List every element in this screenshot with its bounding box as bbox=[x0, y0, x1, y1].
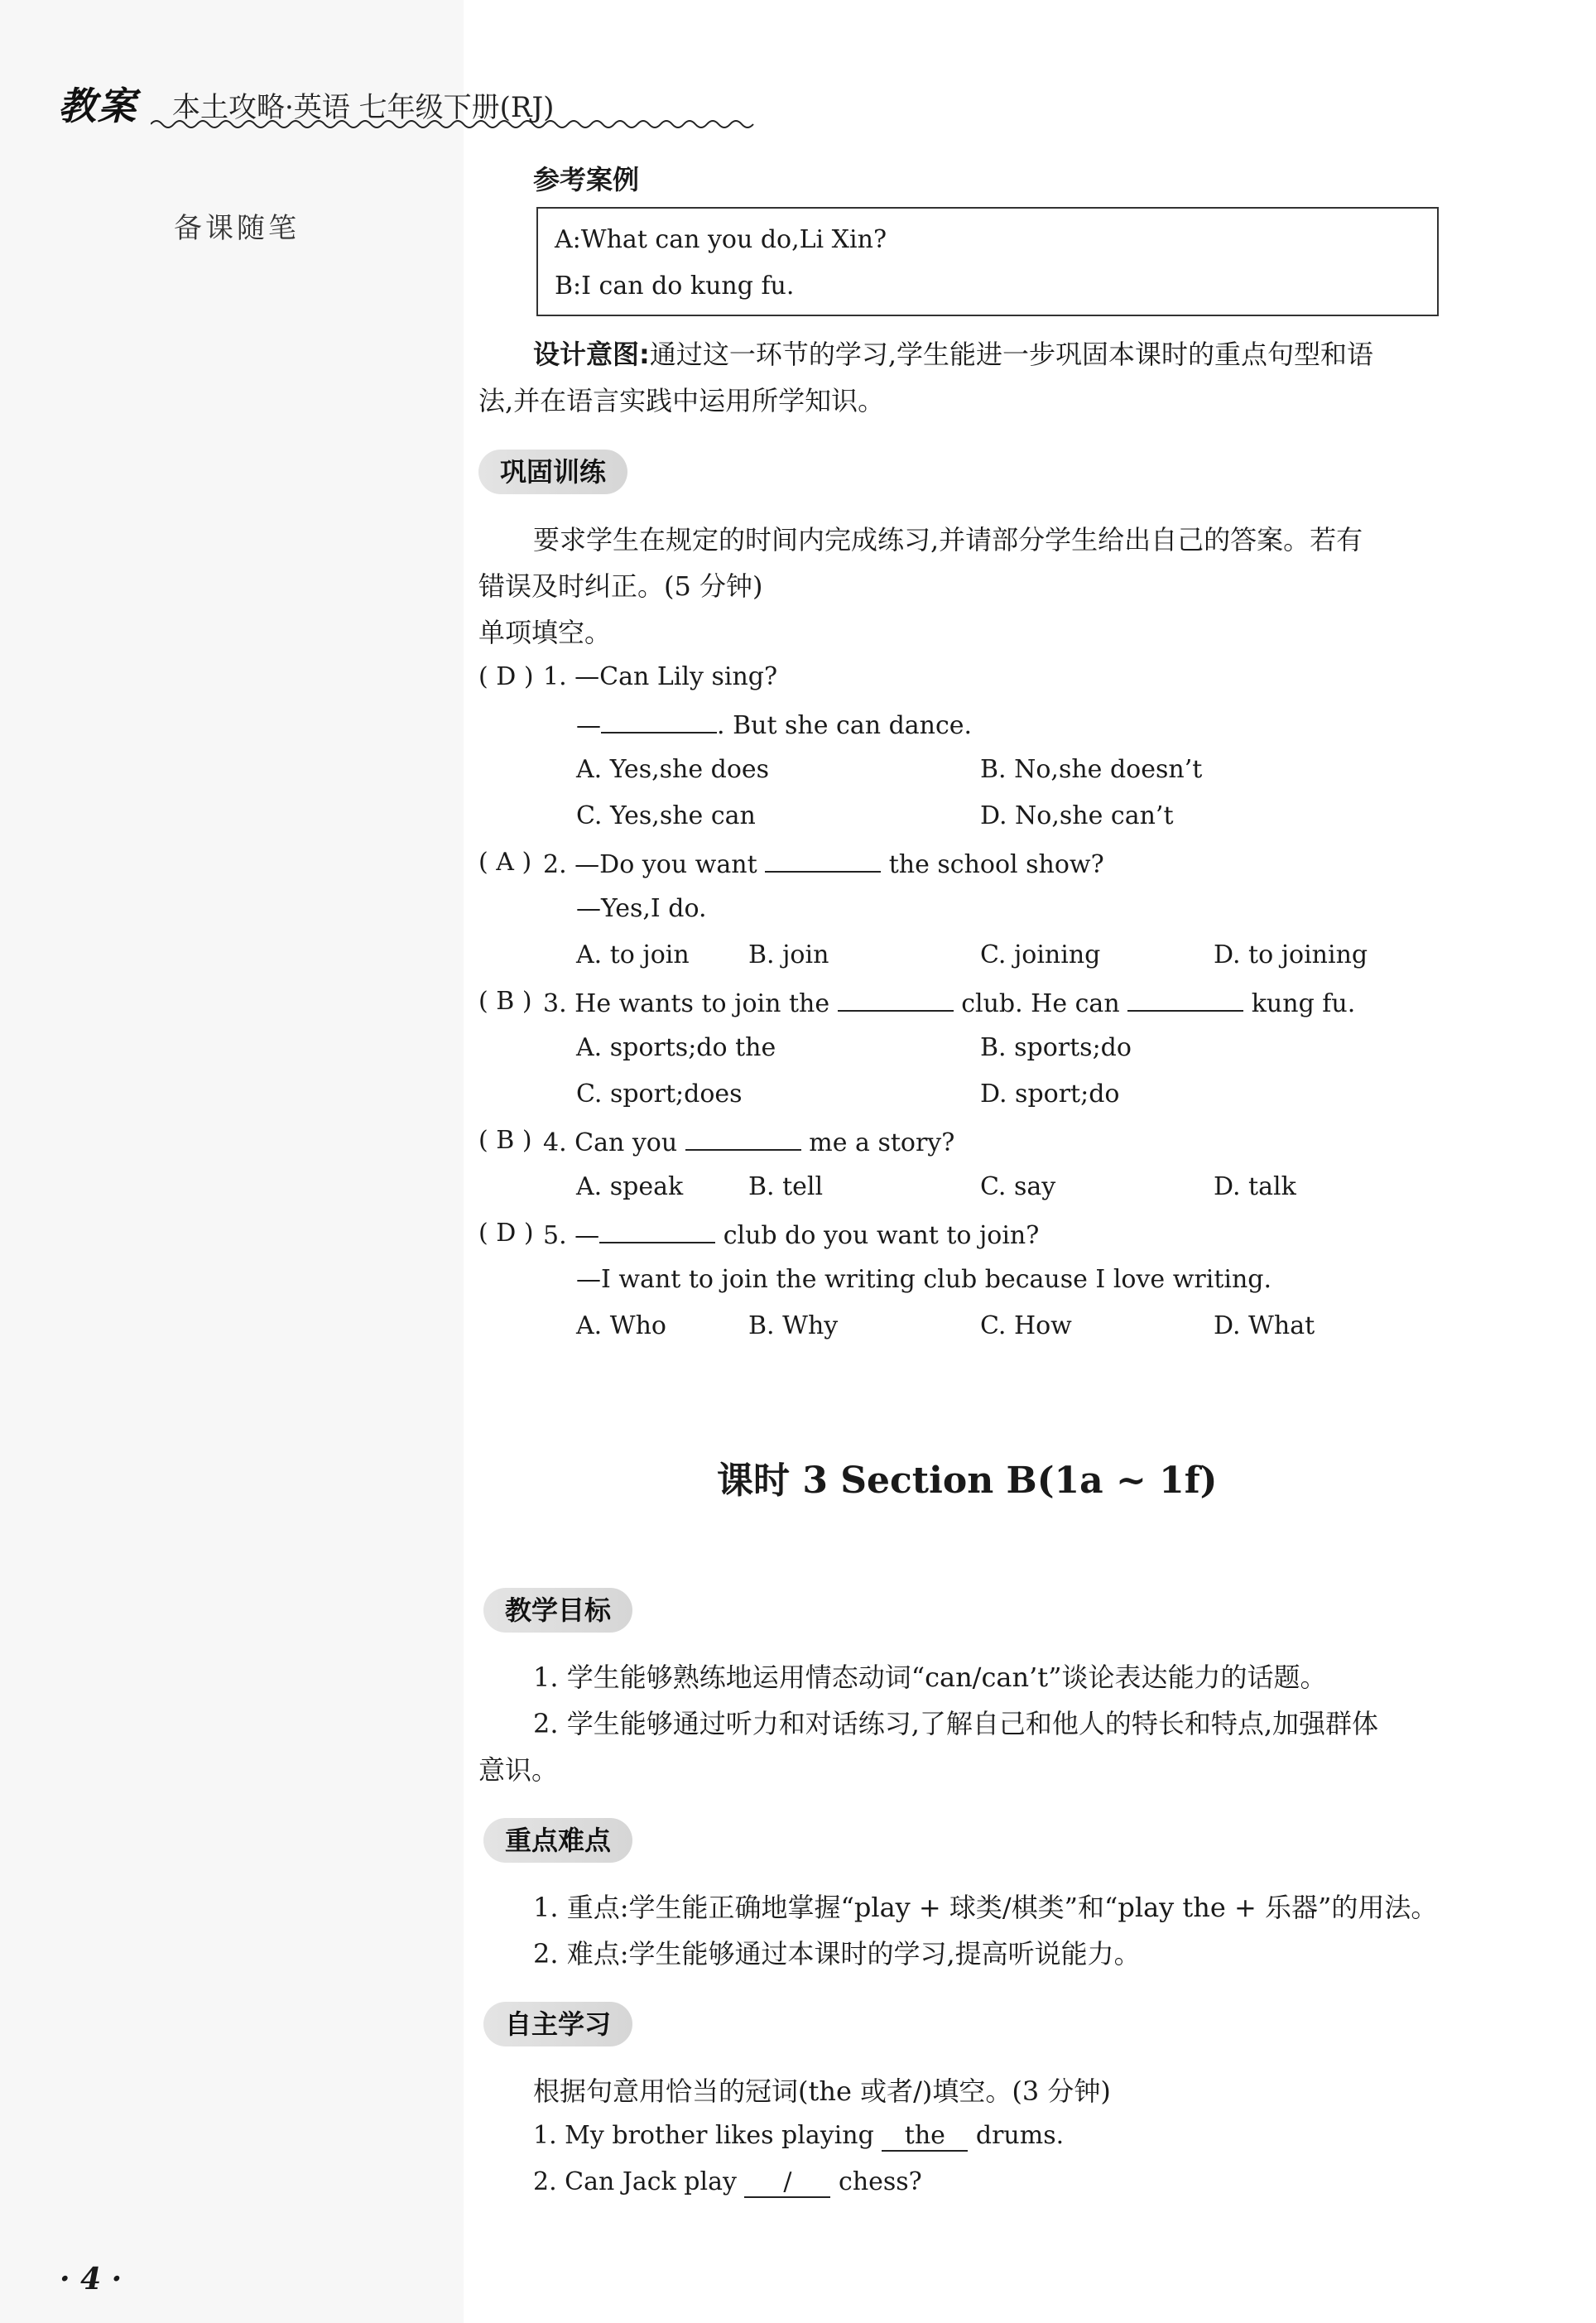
self-study-q2-end: chess? bbox=[839, 2167, 922, 2196]
wavy-underline bbox=[151, 116, 763, 132]
design-intent-label: 设计意图: bbox=[533, 339, 650, 370]
q5-option-a: A. Who bbox=[576, 1311, 666, 1340]
q5-option-d: D. What bbox=[1214, 1311, 1315, 1340]
q2-stem2: —Yes,I do. bbox=[576, 894, 707, 923]
key-point-2: 2. 难点:学生能够通过本课时的学习,提高听说能力。 bbox=[533, 1938, 1141, 1970]
q3-blank1 bbox=[838, 987, 954, 1012]
dialog-line-a: A:What can you do,Li Xin? bbox=[555, 225, 887, 254]
q4-option-a: A. speak bbox=[576, 1172, 684, 1201]
self-study-q1 bbox=[533, 2121, 1064, 2152]
lesson-notes-label: 备课随笔 bbox=[174, 212, 300, 245]
q2-blank bbox=[765, 848, 881, 873]
self-study-heading: 自主学习 bbox=[483, 2002, 632, 2046]
self-study-q2-answer: / bbox=[744, 2167, 830, 2198]
objective-2b: 意识。 bbox=[478, 1754, 559, 1786]
q5-blank bbox=[599, 1219, 715, 1243]
q1-stem2-rest: . But she can dance. bbox=[717, 711, 973, 740]
q3-option-b: B. sports;do bbox=[980, 1033, 1132, 1062]
design-intent-text1: 通过这一环节的学习,学生能进一步巩固本课时的重点句型和语 bbox=[649, 339, 1373, 370]
objectives-heading: 教学目标 bbox=[483, 1588, 632, 1633]
objective-1: 1. 学生能够熟练地运用情态动词“can/can’t”谈论表达能力的话题。 bbox=[533, 1662, 1327, 1693]
q3-option-c: C. sport;does bbox=[576, 1080, 743, 1109]
q3-blank2 bbox=[1127, 987, 1243, 1012]
q4-stem1 bbox=[543, 1126, 954, 1157]
q3-option-a: A. sports;do the bbox=[576, 1033, 776, 1062]
self-study-q2 bbox=[533, 2167, 922, 2198]
q1-blank bbox=[601, 709, 717, 733]
lesson-title: 课时 3 Section B(1a ~ 1f) bbox=[717, 1460, 1218, 1502]
q4-option-b: B. tell bbox=[748, 1172, 824, 1201]
q3-option-d: D. sport;do bbox=[980, 1080, 1120, 1109]
q3-stem1-end: kung fu. bbox=[1251, 989, 1356, 1018]
q1-option-c: C. Yes,she can bbox=[576, 801, 756, 830]
q3-answer: ( B ) bbox=[478, 987, 532, 1016]
self-study-q1-end: drums. bbox=[975, 2121, 1065, 2150]
self-study-q2-start: 2. Can Jack play bbox=[533, 2167, 737, 2196]
brand-title: 教案 bbox=[58, 84, 137, 128]
q4-option-c: C. say bbox=[980, 1172, 1056, 1201]
reference-case-box bbox=[536, 207, 1439, 316]
practice-intro1: 要求学生在规定的时间内完成练习,并请部分学生给出自己的答案。若有 bbox=[533, 524, 1363, 556]
design-intent-line1 bbox=[533, 331, 1373, 378]
self-study-q1-start: 1. My brother likes playing bbox=[533, 2121, 874, 2150]
q5-answer: ( D ) bbox=[478, 1219, 534, 1248]
notes-sidebar bbox=[0, 0, 464, 2323]
q2-stem1-end: the school show? bbox=[888, 850, 1104, 879]
self-study-q1-answer: the bbox=[882, 2121, 968, 2152]
practice-intro2: 错误及时纠正。(5 分钟) bbox=[478, 570, 763, 602]
q2-option-a: A. to join bbox=[576, 940, 690, 969]
q5-option-b: B. Why bbox=[748, 1311, 839, 1340]
q1-stem2 bbox=[576, 709, 972, 740]
q1-option-b: B. No,she doesn’t bbox=[980, 755, 1203, 784]
q1-stem2-dash: — bbox=[576, 711, 601, 740]
q2-option-b: B. join bbox=[748, 940, 829, 969]
practice-heading: 巩固训练 bbox=[478, 450, 627, 494]
q4-option-d: D. talk bbox=[1214, 1172, 1296, 1201]
design-intent-text2: 法,并在语言实践中运用所学知识。 bbox=[478, 385, 885, 416]
key-point-1: 1. 重点:学生能正确地掌握“play + 球类/棋类”和“play the + 乐器”的用法。 bbox=[533, 1892, 1438, 1923]
q5-option-c: C. How bbox=[980, 1311, 1072, 1340]
q4-blank bbox=[685, 1126, 801, 1151]
reference-case-label: 参考案例 bbox=[533, 164, 640, 195]
practice-instruction: 单项填空。 bbox=[478, 617, 612, 648]
key-points-heading: 重点难点 bbox=[483, 1818, 632, 1863]
q5-stem1-end: club do you want to join? bbox=[723, 1221, 1040, 1250]
q4-answer: ( B ) bbox=[478, 1126, 532, 1155]
q3-stem1-start: 3. He wants to join the bbox=[543, 989, 830, 1018]
page-number: · 4 · bbox=[60, 2262, 123, 2297]
book-subtitle: 本土攻略·英语 七年级下册(RJ) bbox=[172, 91, 555, 124]
q1-option-d: D. No,she can’t bbox=[980, 801, 1174, 830]
q3-stem1 bbox=[543, 987, 1355, 1018]
q1-answer: ( D ) bbox=[478, 662, 534, 691]
q4-stem1-end: me a story? bbox=[809, 1128, 955, 1157]
objective-2a: 2. 学生能够通过听力和对话练习,了解自己和他人的特长和特点,加强群体 bbox=[533, 1708, 1379, 1739]
dialog-line-b: B:I can do kung fu. bbox=[555, 272, 795, 301]
q4-stem1-start: 4. Can you bbox=[543, 1128, 678, 1157]
q2-option-c: C. joining bbox=[980, 940, 1101, 969]
q2-option-d: D. to joining bbox=[1214, 940, 1368, 969]
self-study-instruction: 根据句意用恰当的冠词(the 或者/)填空。(3 分钟) bbox=[533, 2075, 1111, 2107]
q2-answer: ( A ) bbox=[478, 848, 532, 877]
q3-stem1-mid: club. He can bbox=[961, 989, 1120, 1018]
q1-option-a: A. Yes,she does bbox=[576, 755, 770, 784]
q5-stem1 bbox=[543, 1219, 1039, 1250]
q2-stem1-start: 2. —Do you want bbox=[543, 850, 757, 879]
q1-stem1: 1. —Can Lily sing? bbox=[543, 662, 778, 691]
q5-stem2: —I want to join the writing club because I love writing. bbox=[576, 1265, 1272, 1294]
q2-stem1 bbox=[543, 848, 1104, 879]
q5-stem1-start: 5. — bbox=[543, 1221, 600, 1250]
